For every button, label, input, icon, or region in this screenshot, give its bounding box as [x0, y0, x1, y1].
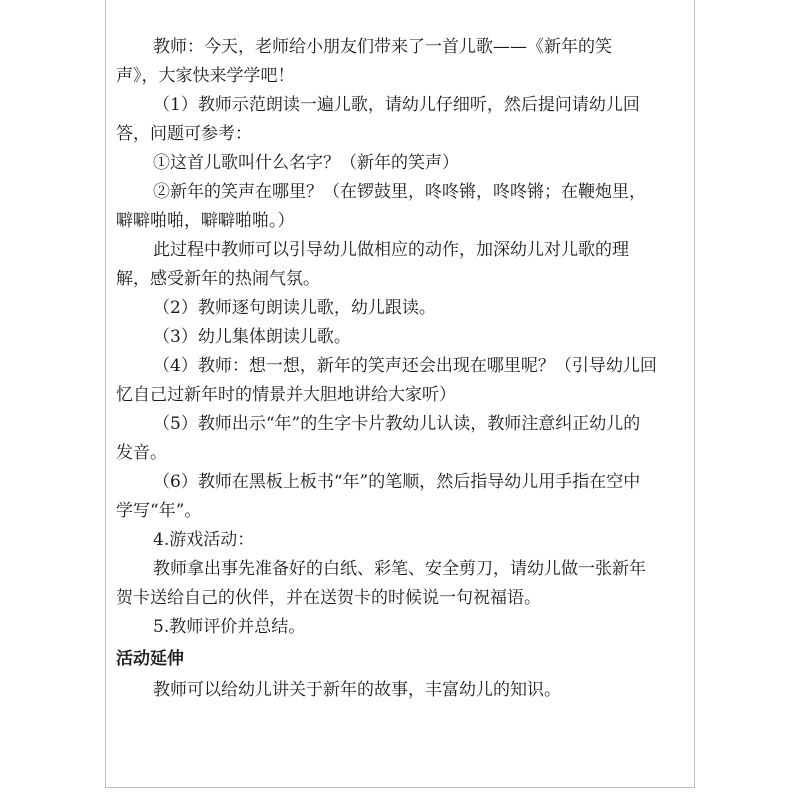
paragraph-line: （5）教师出示“年”的生字卡片教幼儿认读，教师注意纠正幼儿的 [153, 414, 641, 434]
paragraph-line: ②新年的笑声在哪里？（在锣鼓里，咚咚锵，咚咚锵；在鞭炮里， [153, 182, 646, 202]
paragraph-line: 学写“年”。 [116, 501, 202, 521]
paragraph-line: 声》，大家快来学学吧！ [116, 66, 295, 86]
document-body [116, 33, 686, 705]
paragraph-line: 答，问题可参考： [116, 124, 252, 144]
paragraph-line: 噼噼啪啪，噼噼啪啪。） [116, 211, 295, 231]
paragraph-line: 此过程中教师可以引导幼儿做相应的动作，加深幼儿对儿歌的理 [153, 240, 629, 260]
paragraph-line: （4）教师：想一想，新年的笑声还会出现在哪里呢？（引导幼儿回 [153, 356, 657, 376]
paragraph-line: 教师拿出事先准备好的白纸、彩笔、安全剪刀，请幼儿做一张新年 [153, 559, 646, 579]
closing-paragraph: 教师可以给幼儿讲关于新年的故事，丰富幼儿的知识。 [153, 680, 561, 700]
paragraph-line: （6）教师在黑板上板书“年”的笔顺，然后指导幼儿用手指在空中 [153, 472, 641, 492]
paragraph-line: 忆自己过新年时的情景并大胆地讲给大家听） [116, 385, 456, 405]
paragraph-line: （1）教师示范朗读一遍儿歌，请幼儿仔细听，然后提问请幼儿回 [153, 95, 640, 115]
paragraph-line: 发音。 [116, 443, 167, 463]
paragraph-line: ①这首儿歌叫什么名字？（新年的笑声） [153, 153, 459, 173]
document-page [105, 0, 695, 788]
paragraph-line: 解，感受新年的热闹气氛。 [116, 269, 320, 289]
section-heading: 活动延伸 [116, 649, 184, 669]
paragraph-line: （2）教师逐句朗读儿歌，幼儿跟读。 [153, 298, 436, 318]
paragraph-line: （3）幼儿集体朗读儿歌。 [153, 327, 351, 347]
paragraph-line: 教师：今天，老师给小朋友们带来了一首儿歌——《新年的笑 [153, 37, 612, 57]
paragraph-line: 贺卡送给自己的伙伴，并在送贺卡的时候说一句祝福语。 [116, 588, 541, 608]
section-label: 5.教师评价并总结。 [153, 617, 306, 637]
section-label: 4.游戏活动： [153, 530, 255, 550]
